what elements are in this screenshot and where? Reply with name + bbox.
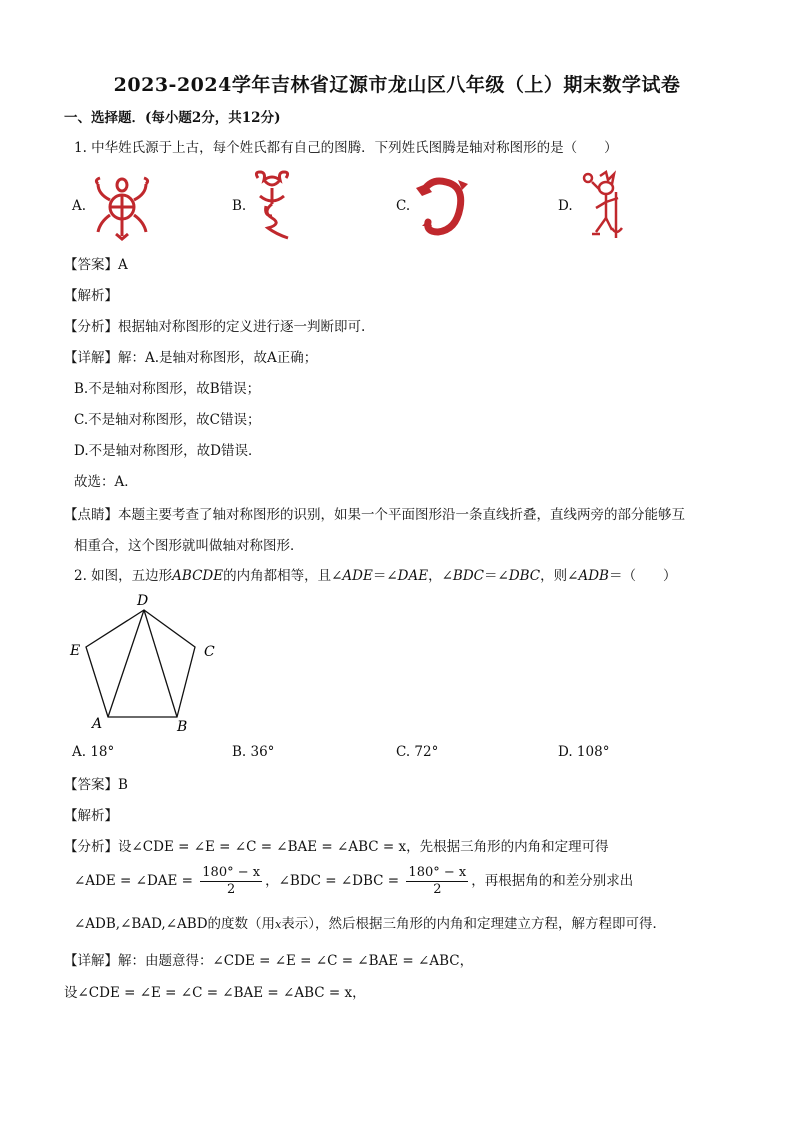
q2-analysis-line2 [74,862,633,900]
q2-analysis-line1: 【分析】设∠CDE = ∠E = ∠C = ∠BAE = ∠ABC = x，先根据三角形的内角和定理可得 [64,839,609,855]
q2-analysis-part: ∠ADE = ∠DAE = [74,873,193,889]
q2-option-a: A. 18° [72,744,115,760]
totem-c-image [414,174,472,238]
totem-d-image [578,168,628,242]
q1-choose: 故选：A． [74,474,138,490]
vertex-label-a: A [92,716,103,732]
q1-option-d-label: D. [558,198,573,214]
q2-option-b: B. 36° [232,744,275,760]
fraction [406,865,468,898]
page-title: 2023-2024学年吉林省辽源市龙山区八年级（上）期末数学试卷 [113,74,681,96]
q2-analysis-part: ，再根据角的和差分别求出 [471,873,634,889]
q2-detail-line2: 设∠CDE = ∠E = ∠C = ∠BAE = ∠ABC = x， [64,985,366,1001]
q2-analysis-part: ，∠BDC = ∠DBC = [265,873,400,889]
q2-analysis-heading: 【解析】 [64,808,118,824]
fraction [200,865,262,898]
q2-stem-part: DAE [397,568,429,584]
totem-b-image [250,170,294,242]
q2-stem-part: ，则∠ [540,568,579,584]
q1-detail-a: 【详解】解：A.是轴对称图形，故A正确； [64,350,318,366]
q1-analysis: 【分析】根据轴对称图形的定义进行逐一判断即可. [64,319,366,335]
pentagon-outline [86,610,195,717]
q2-analysis-part: x [275,918,282,931]
q1-option-b-label: B. [232,198,247,214]
q2-stem-part: DBC [508,568,541,584]
q2-option-c: C. 72° [396,744,439,760]
pentagon-figure [64,590,234,740]
diagonal-ad [108,610,144,717]
q2-stem-part: ADE [342,568,373,584]
q1-option-c-label: C. [396,198,411,214]
q1-detail-b: B.不是轴对称图形，故B错误； [74,381,261,397]
q1-comment-line1: 【点睛】本题主要考查了轴对称图形的识别，如果一个平面图形沿一条直线折叠，直线两旁的部分能够互 [64,507,685,523]
fraction-numerator: 180° − x [202,865,261,880]
q1-analysis-heading: 【解析】 [64,288,118,304]
q2-stem-part: ＝∠ [372,568,398,584]
fraction-denominator: 2 [227,882,236,897]
q1-option-a-label: A. [72,198,87,214]
q1-detail-d: D.不是轴对称图形，故D错误． [74,443,262,459]
q2-stem-part: 2. 如图，五边形 [74,568,173,584]
q2-stem [74,566,676,586]
vertex-label-b: B [177,719,188,735]
fraction-denominator: 2 [433,882,442,897]
q2-stem-part: ＝∠ [484,568,509,584]
q1-stem: 1. 中华姓氏源于上古，每个姓氏都有自己的图腾．下列姓氏图腾是轴对称图形的是（ ） [74,140,618,156]
diagonal-bd [144,610,177,717]
q1-detail-c: C.不是轴对称图形，故C错误； [74,412,261,428]
q1-comment-line2: 相重合，这个图形就叫做轴对称图形． [74,538,304,554]
q2-option-d: D. 108° [558,744,610,760]
q2-stem-part: ADB [578,568,609,584]
q2-stem-part: 的内角都相等，且∠ [223,568,343,584]
totem-a-image [90,172,154,242]
q2-analysis-part: ∠ADB,∠BAD,∠ABD [74,916,208,932]
q2-analysis-part: 的度数（用 [207,916,276,932]
q2-stem-part: ＝（ ） [608,568,677,584]
fraction-numerator: 180° − x [408,865,467,880]
q2-stem-part: ABCDE [172,568,224,584]
q2-answer: 【答案】B [64,777,128,793]
vertex-label-c: C [204,644,215,660]
q2-analysis-line3 [74,914,666,935]
q2-stem-part: ，∠ [428,568,453,584]
q1-answer: 【答案】A [64,257,128,273]
q2-stem-part: BDC [452,568,484,584]
section-heading: 一、选择题．(每小题2分，共12分) [64,110,281,126]
vertex-label-d: D [137,593,149,609]
vertex-label-e: E [70,643,81,659]
q2-detail-line1: 【详解】解：由题意得：∠CDE = ∠E = ∠C = ∠BAE = ∠ABC， [64,953,474,969]
q2-analysis-part: 表示），然后根据三角形的内角和定理建立方程，解方程即可得． [281,916,666,932]
